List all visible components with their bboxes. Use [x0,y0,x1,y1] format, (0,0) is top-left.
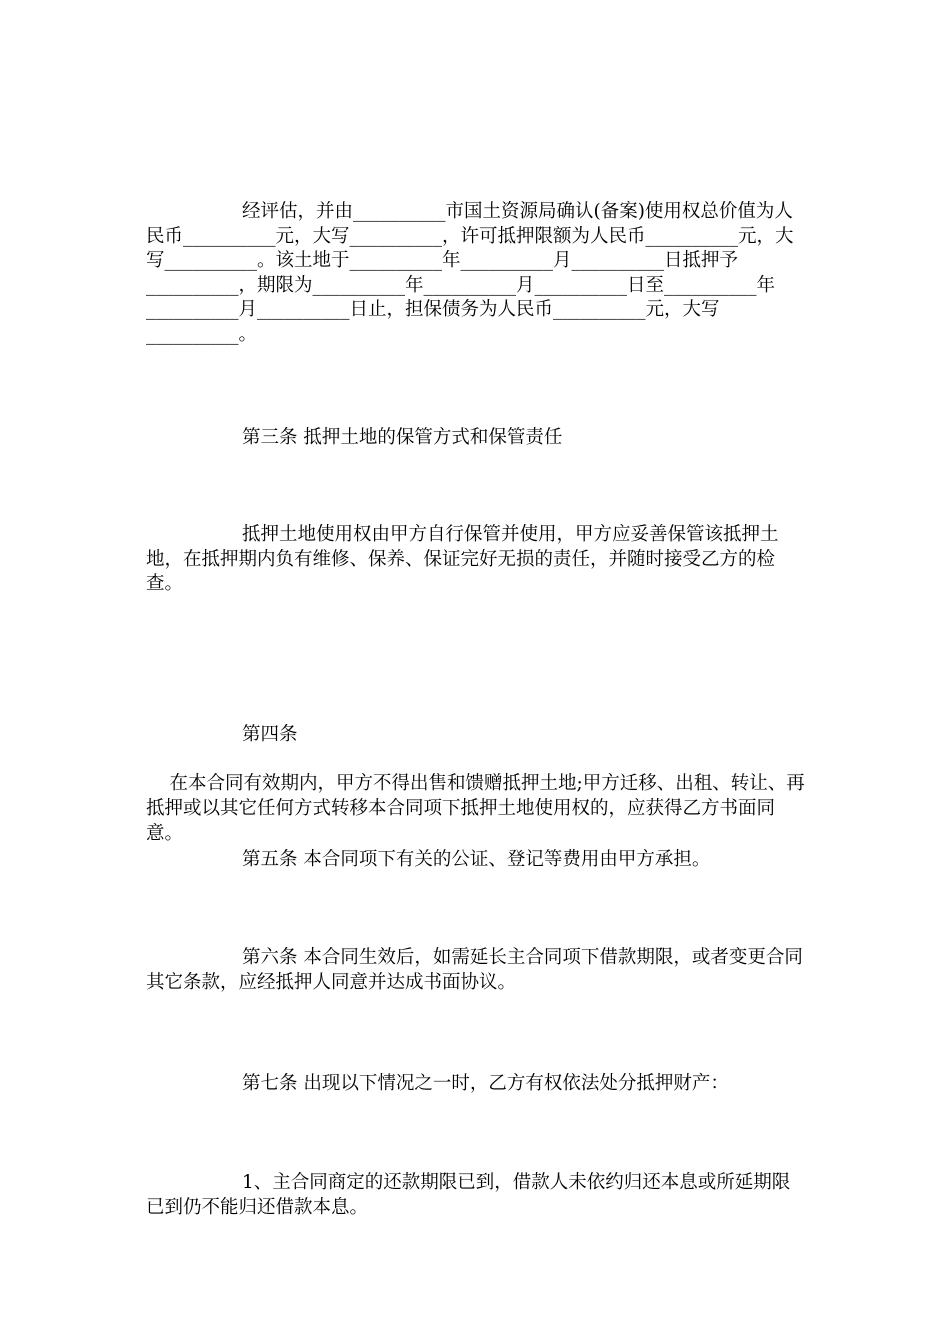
article-3-paragraph: 抵押土地使用权由甲方自行保管并使用，甲方应妥善保管该抵押土地，在抵押期内负有维修、保养、保证完好无损的责任，并随时接受乙方的检查。 [146,524,779,595]
article-7-item-1-paragraph: 1、主合同商定的还款期限已到，借款人未依约归还本息或所延期限已到仍不能归还借款本息。 [146,1172,791,1218]
article-7-paragraph: 第七条 出现以下情况之一时，乙方有权依法处分抵押财产： [242,1073,729,1094]
article-6-paragraph: 第六条 本合同生效后，如需延长主合同项下借款期限，或者变更合同其它条款，应经抵押人同意并达成书面协议。 [146,947,803,993]
article-3-heading: 第三条 抵押土地的保管方式和保管责任 [242,427,563,448]
article-4-paragraph [146,674,806,871]
article-4-body: 在本合同有效期内，甲方不得出售和馈赠抵押土地;甲方迁移、出租、转让、再抵押或以其它任何方式转移本合同项下抵押土地使用权的，应获得乙方书面同意。 [146,773,805,844]
article-4-heading: 第四条 [242,724,298,746]
valuation-paragraph: 经评估，并由__________市国土资源局确认(备案)使用权总价值为人民币__________元，大写__________，许可抵押限额为人民币__________元，大写__________。该土地于__________年__________月__________日抵押予__________，期限为__________年__________月__________日至__________年__________月__________日止，担保债务为人民币__________元，大写__________。 [146,201,794,345]
article-5-paragraph: 第五条 本合同项下有关的公证、登记等费用由甲方承担。 [242,849,711,870]
